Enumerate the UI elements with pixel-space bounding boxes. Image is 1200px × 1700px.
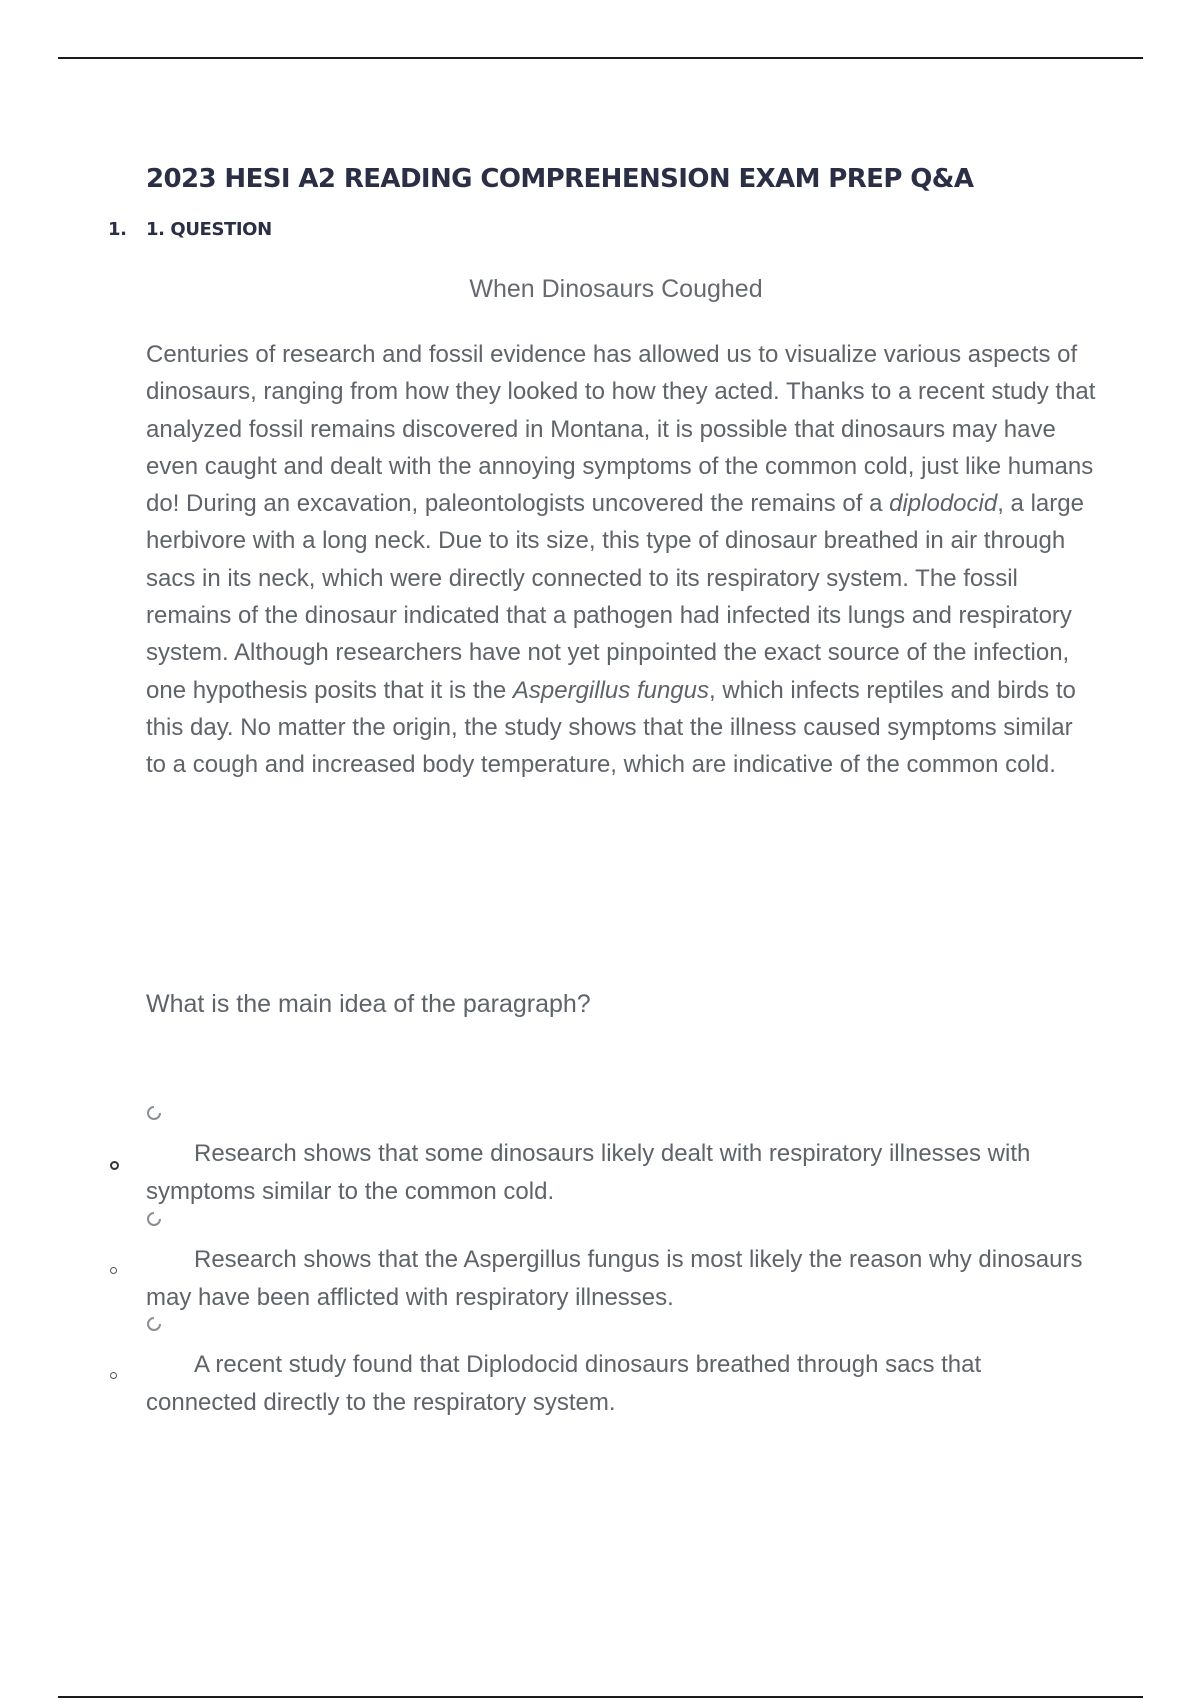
passage-title: When Dinosaurs Coughed	[469, 275, 763, 303]
loading-radio-icon[interactable]	[146, 1316, 162, 1332]
answer-option-text: Research shows that the Aspergillus fungus is most likely the reason why dinosaurs may have been afflicted with respiratory illnesses.	[146, 1246, 1083, 1311]
passage	[146, 336, 1096, 784]
loading-radio-icon[interactable]	[146, 1105, 162, 1121]
loading-radio-icon[interactable]	[146, 1211, 162, 1227]
answer-option-c[interactable]	[146, 1346, 1086, 1422]
question-prompt: What is the main idea of the paragraph?	[146, 990, 591, 1018]
answer-option-b[interactable]	[146, 1241, 1086, 1317]
passage-text-2: , a large herbivore with a long neck. Due to its size, this type of dinosaur breathed in air through sacs in its neck, which were directly connected to its respiratory system. The fossil remains of the dinosaur indicated that a pathogen had infected its lungs and respiratory system. Although researchers have not yet pinpointed the exact source of the infection, one hypothesis posits that it is the	[146, 490, 1084, 704]
question-label: 1. QUESTION	[146, 219, 272, 240]
question-number: 1.	[108, 219, 127, 240]
question-heading	[108, 219, 272, 240]
list-bullet-icon	[110, 1372, 117, 1379]
list-bullet-icon	[110, 1161, 119, 1170]
answer-option-text: A recent study found that Diplodocid dinosaurs breathed through sacs that connected directly to the respiratory system.	[146, 1351, 982, 1416]
answer-option-text: Research shows that some dinosaurs likely dealt with respiratory illnesses with symptoms similar to the common cold.	[146, 1140, 1031, 1205]
document-title: 2023 HESI A2 READING COMPREHENSION EXAM PREP Q&A	[146, 164, 974, 194]
passage-term-aspergillus: Aspergillus fungus	[512, 676, 710, 704]
answer-option-a[interactable]	[146, 1135, 1086, 1211]
passage-term-diplodocid: diplodocid	[889, 490, 998, 518]
passage-paragraph	[146, 336, 1096, 784]
passage-text-3: , which infects reptiles and birds to this day. No matter the origin, the study shows that the illness caused symptoms similar to a cough and increased body temperature, which are indicative of the common cold.	[146, 676, 1076, 779]
bottom-rule	[58, 1696, 1143, 1698]
passage-text-1: Centuries of research and fossil evidence has allowed us to visualize various aspects of dinosaurs, ranging from how they looked to how they acted. Thanks to a recent study that analyzed fossil remains discovered in Montana, it is possible that dinosaurs may have even caught and dealt with the annoying symptoms of the common cold, just like humans do! During an excavation, paleontologists uncovered the remains of a	[146, 341, 1096, 518]
top-rule	[58, 57, 1143, 59]
list-bullet-icon	[110, 1267, 117, 1274]
